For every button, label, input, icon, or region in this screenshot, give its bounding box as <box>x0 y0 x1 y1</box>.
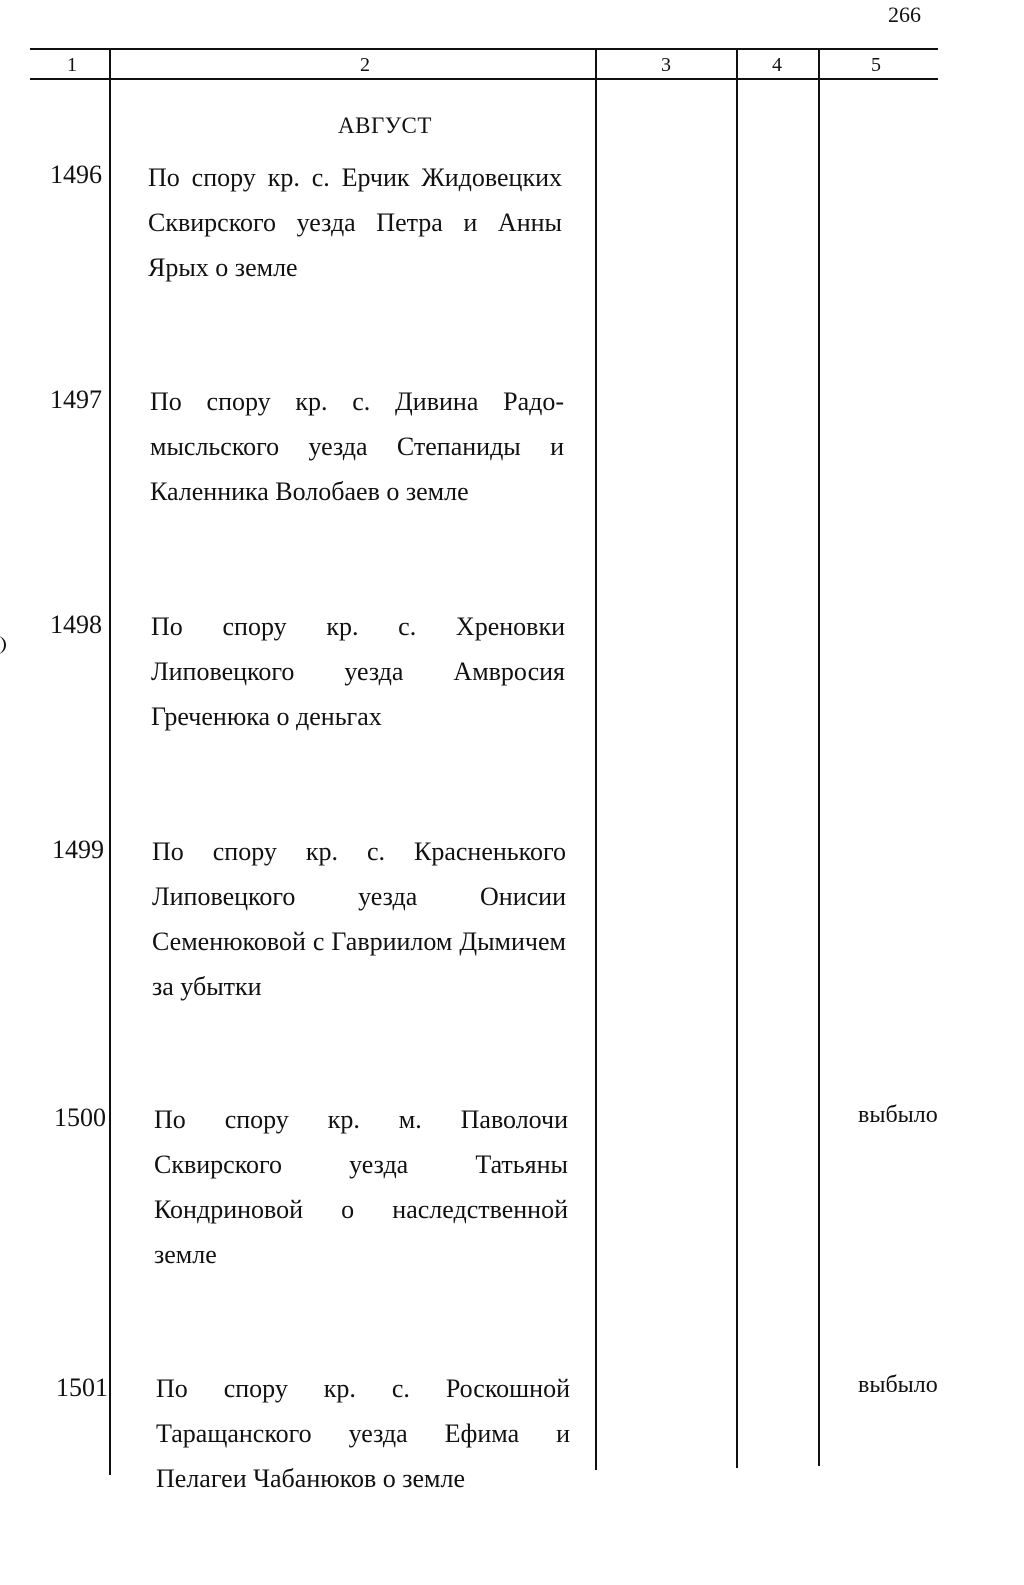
entry-text: По спору кр. с. Красненького Липовецкого уезда Онисии Семенюковой с Гавриилом Дымичем за убытки <box>152 837 566 1001</box>
entry-number: 1500 <box>54 1103 106 1132</box>
column-divider-1 <box>109 50 111 1475</box>
page-number: 266 <box>888 2 921 27</box>
month-heading: АВГУСТ <box>338 113 432 138</box>
column-divider-3 <box>736 50 738 1468</box>
column-number-3: 3 <box>661 54 671 76</box>
column-divider-2 <box>595 50 597 1470</box>
status-note: выбыло <box>858 1102 938 1128</box>
entry-number: 1496 <box>50 160 102 189</box>
entry-text: По спору кр. с. Хреновки Липовецкого уезда Амвросия Греченюка о деньгах <box>151 612 565 731</box>
entry-text: По спору кр. с. Роскошной Таращанского уезда Ефима и Пелагеи Чабанюков о земле <box>156 1374 570 1493</box>
column-number-4: 4 <box>772 54 782 76</box>
entry-text: По спору кр. м. Паволочи Сквирского уезда Татьяны Кондриновой о наследственной земле <box>154 1105 568 1269</box>
column-number-2: 2 <box>360 54 370 76</box>
table-top-rule <box>30 48 938 50</box>
entry-text: По спору кр. с. Ерчик Жидовецких Сквирского уезда Петра и Анны Ярых о земле <box>148 163 562 282</box>
entry-number: 1498 <box>50 610 102 639</box>
status-note: выбыло <box>858 1372 938 1398</box>
entry-number: 1499 <box>52 835 104 864</box>
column-divider-4 <box>818 50 820 1466</box>
entry-number: 1497 <box>50 385 102 414</box>
table-header-rule <box>30 78 938 80</box>
margin-mark <box>0 636 6 654</box>
entry-text: По спору кр. с. Дивина Радо-мысльского уезда Степаниды и Каленника Волобаев о земле <box>150 387 564 506</box>
column-number-1: 1 <box>67 54 77 76</box>
column-number-5: 5 <box>871 54 881 76</box>
entry-number: 1501 <box>56 1373 108 1402</box>
